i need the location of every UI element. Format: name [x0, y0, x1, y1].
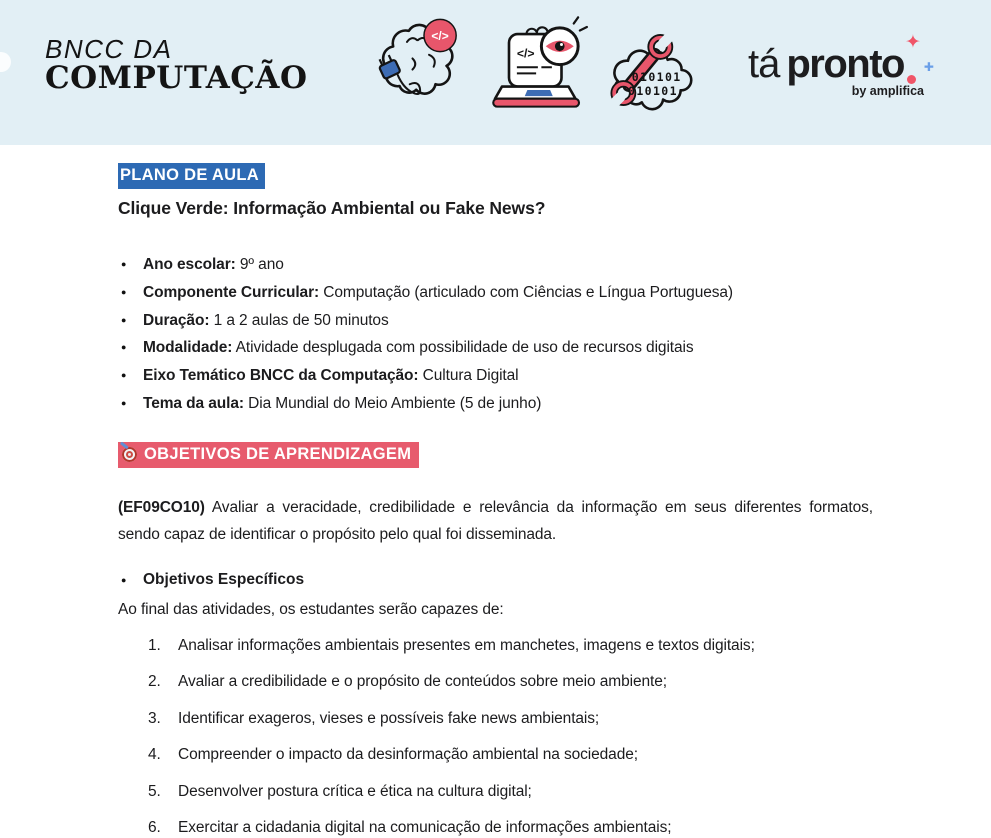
objective-item: Identificar exageros, vieses e possíveis fake news ambientais;	[178, 709, 600, 727]
target-emoji-icon	[122, 447, 137, 462]
objective-item: Analisar informações ambientais presentes em manchetes, imagens e textos digitais;	[178, 636, 755, 654]
meta-item-tema-da-aula	[118, 390, 873, 418]
wrench-binary-cloud-illustration-icon	[604, 22, 700, 118]
tapronto-ta: tá	[748, 42, 780, 86]
objective-item: Desenvolver postura crítica e ética na cultura digital;	[178, 782, 532, 800]
meta-value: Cultura Digital	[418, 367, 519, 385]
sparkle-icon: ✦	[904, 32, 921, 53]
lesson-meta-list	[118, 251, 873, 418]
specific-objectives-list	[118, 636, 873, 838]
tapronto-colon-mark	[904, 32, 934, 87]
meta-value: 9º ano	[235, 256, 284, 273]
tapronto-pronto: pronto	[786, 42, 904, 86]
binary-text-line2: 010101	[628, 83, 678, 98]
skill-code: (EF09CO10)	[118, 498, 205, 516]
code-glyph-badge: </>	[431, 29, 449, 44]
meta-value: 1 a 2 aulas de 50 minutos	[209, 311, 389, 329]
binary-text-line1: 010101	[631, 70, 682, 85]
meta-item-duracao	[118, 307, 873, 335]
skill-paragraph	[118, 494, 873, 549]
meta-label: Eixo Temático BNCC da Computação:	[143, 367, 419, 385]
logo-line2: COMPUTAÇÃO	[45, 60, 308, 96]
meta-value: Dia Mundial do Meio Ambiente (5 de junho)	[243, 394, 542, 412]
meta-label: Ano escolar:	[143, 256, 236, 273]
objetivos-chip-label: OBJETIVOS DE APRENDIZAGEM	[144, 444, 412, 463]
meta-label: Tema da aula:	[143, 394, 244, 412]
tapronto-logo	[748, 32, 948, 98]
bncc-computacao-logo	[45, 36, 308, 94]
tapronto-byline: by amplifica	[851, 84, 924, 98]
meta-value: Computação (articulado com Ciências e Língua Portuguesa)	[319, 283, 733, 301]
objetivos-especificos-heading: ● Objetivos Específicos	[118, 570, 873, 590]
meta-label: Modalidade:	[143, 339, 233, 357]
plus-sparkle-icon: ✚	[923, 60, 934, 74]
meta-item-ano-escolar	[118, 251, 873, 279]
plano-de-aula-chip: PLANO DE AULA	[118, 163, 265, 189]
document-content	[0, 145, 991, 838]
meta-item-eixo-tematico	[118, 362, 873, 390]
logo-line1: BNCC DA	[45, 34, 173, 64]
meta-value: Atividade desplugada com possibilidade de uso de recursos digitais	[232, 339, 694, 357]
lesson-title: Clique Verde: Informação Ambiental ou Fake News?	[118, 198, 546, 218]
laptop-search-illustration-icon	[488, 12, 586, 112]
meta-item-componente	[118, 279, 873, 307]
code-glyph-screen: </>	[516, 46, 535, 61]
skill-text: Avaliar a veracidade, credibilidade e relevância da informação em seus diferentes formatos, sendo capaz de identificar o propósito pelo qual foi disseminada.	[118, 498, 873, 544]
header-banner	[0, 0, 991, 145]
objective-item: Avaliar a credibilidade e o propósito de conteúdos sobre meio ambiente;	[178, 673, 667, 691]
meta-item-modalidade	[118, 334, 873, 362]
header-edge-decoration	[0, 52, 11, 72]
objetivos-de-aprendizagem-chip	[118, 442, 419, 468]
objective-item: Compreender o impacto da desinformação ambiental na sociedade;	[178, 746, 638, 764]
brain-plug-illustration-icon	[372, 14, 464, 114]
meta-label: Componente Curricular:	[143, 283, 320, 301]
objective-item: Exercitar a cidadania digital na comunicação de informações ambientais;	[178, 819, 672, 837]
meta-label: Duração:	[143, 311, 210, 329]
objectives-intro-line: Ao final das atividades, os estudantes serão capazes de:	[118, 600, 504, 618]
dot-icon	[907, 75, 916, 84]
